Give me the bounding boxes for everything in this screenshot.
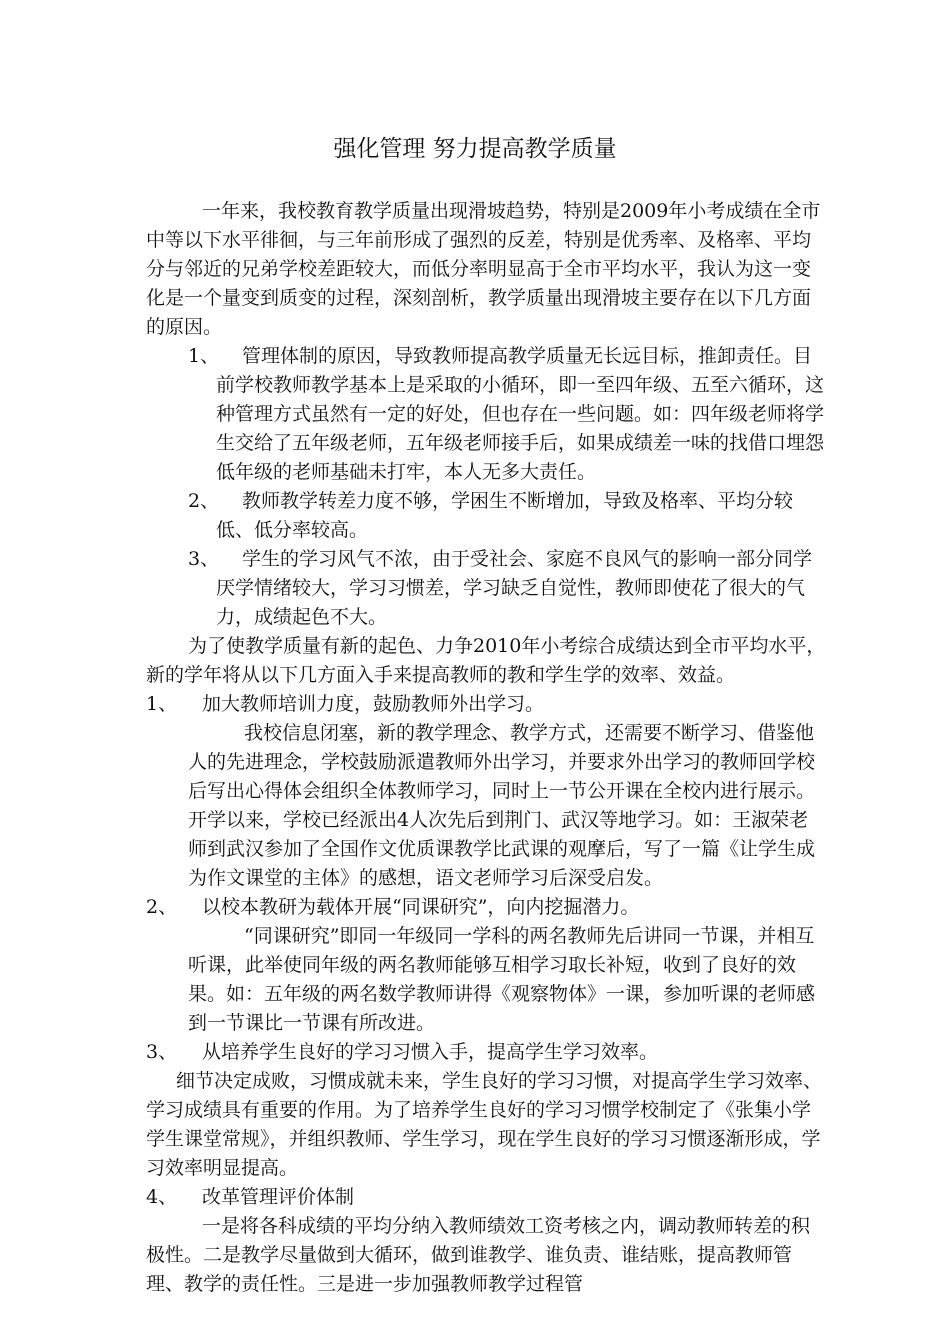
measure-heading-4 [146,1183,826,1212]
measure-heading: 改革管理评价体制 [202,1186,355,1208]
measure-body-2: “同课研究”即同一年级同一学科的两名教师先后讲同一节课，并相互听课，此举使同年级的两名教师能够互相学习取长补短，收到了良好的效果。如：五年级的两名数学教师讲得《观察物体》一课，参加听课的老师感到一节课比一节课有所改进。 [188,925,816,1034]
measure-body-4: 一是将各科成绩的平均分纳入教师绩效工资考核之内，调动教师转差的积极性。二是教学尽量做到大循环，做到谁教学、谁负责、谁结账，提高教师管理、教学的责任性。三是进一步加强教师教学过程管 [146,1215,811,1295]
causes-list [146,342,826,632]
measure-number: 3、 [146,1041,178,1063]
document-body [146,197,826,1299]
cause-item-2 [188,487,826,545]
cause-number: 1、 [188,345,220,367]
cause-number: 2、 [188,490,220,512]
measure-heading: 以校本教研为载体开展“同课研究”，向内挖掘潜力。 [202,896,640,918]
measure-body-1: 我校信息闭塞，新的教学理念、教学方式，还需要不断学习、借鉴他人的先进理念，学校鼓励派遣教师外出学习，并要求外出学习的教师回学校后写出心得体会组织全体教师学习，同时上一节公开课在全校内进行展示。开学以来，学校已经派出4人次先后到荆门、武汉等地学习。如：王淑荣老师到武汉参加了全国作文优质课教学比武课的观摩后，写了一篇《让学生成为作文课堂的主体》的感想，语文老师学习后深受启发。 [188,722,816,889]
document-title: 强化管理 努力提高教学质量 [333,136,617,162]
measure-body-3: 细节决定成败，习惯成就未来，学生良好的学习习惯，对提高学生学习效率、学习成绩具有重要的作用。为了培养学生良好的学习习惯学校制定了《张集小学学生课堂常规》，并组织教师、学生学习，现在学生良好的学习习惯逐渐形成，学习效率明显提高。 [146,1070,823,1179]
cause-text: 管理体制的原因，导致教师提高教学质量无长远目标，推卸责任。目前学校教师教学基本上是采取的小循环，即一至四年级、五至六循环，这种管理方式虽然有一定的好处，但也存在一些问题。如：四年级老师将学生交给了五年级老师，五年级老师接手后，如果成绩差一味的找借口埋怨低年级的老师基础未打牢，本人无多大责任。 [216,345,825,483]
measure-number: 4、 [146,1186,178,1208]
cause-text: 学生的学习风气不浓，由于受社会、家庭不良风气的影响一部分同学厌学情绪较大，学习习惯差，学习缺乏自觉性，教师即使花了很大的气力，成绩起色不大。 [216,548,813,628]
cause-item-3 [188,545,826,632]
cause-text: 教师教学转差力度不够，学困生不断增加，导致及格率、平均分较低、低分率较高。 [216,490,794,541]
measure-heading: 从培养学生良好的学习习惯入手，提高学生学习效率。 [202,1041,659,1063]
transition-paragraph: 为了使教学质量有新的起色、力争2010年小考综合成绩达到全市平均水平，新的学年将从以下几方面入手来提高教师的教和学生学的效率、效益。 [146,635,826,686]
measure-number: 1、 [146,693,178,715]
measure-heading-3 [146,1038,826,1067]
measures-list [146,690,826,1299]
measure-heading-2 [146,893,826,922]
intro-paragraph: 一年来，我校教育教学质量出现滑坡趋势，特别是2009年小考成绩在全市中等以下水平徘徊，与三年前形成了强烈的反差，特别是优秀率、及格率、平均分与邻近的兄弟学校差距较大，而低分率明显高于全市平均水平，我认为这一变化是一个量变到质变的过程，深刻剖析，教学质量出现滑坡主要存在以下几方面的原因。 [146,200,821,338]
measure-heading: 加大教师培训力度，鼓励教师外出学习。 [202,693,545,715]
measure-heading-1 [146,690,826,719]
cause-item-1 [188,342,826,487]
measure-number: 2、 [146,896,178,918]
cause-number: 3、 [188,548,220,570]
